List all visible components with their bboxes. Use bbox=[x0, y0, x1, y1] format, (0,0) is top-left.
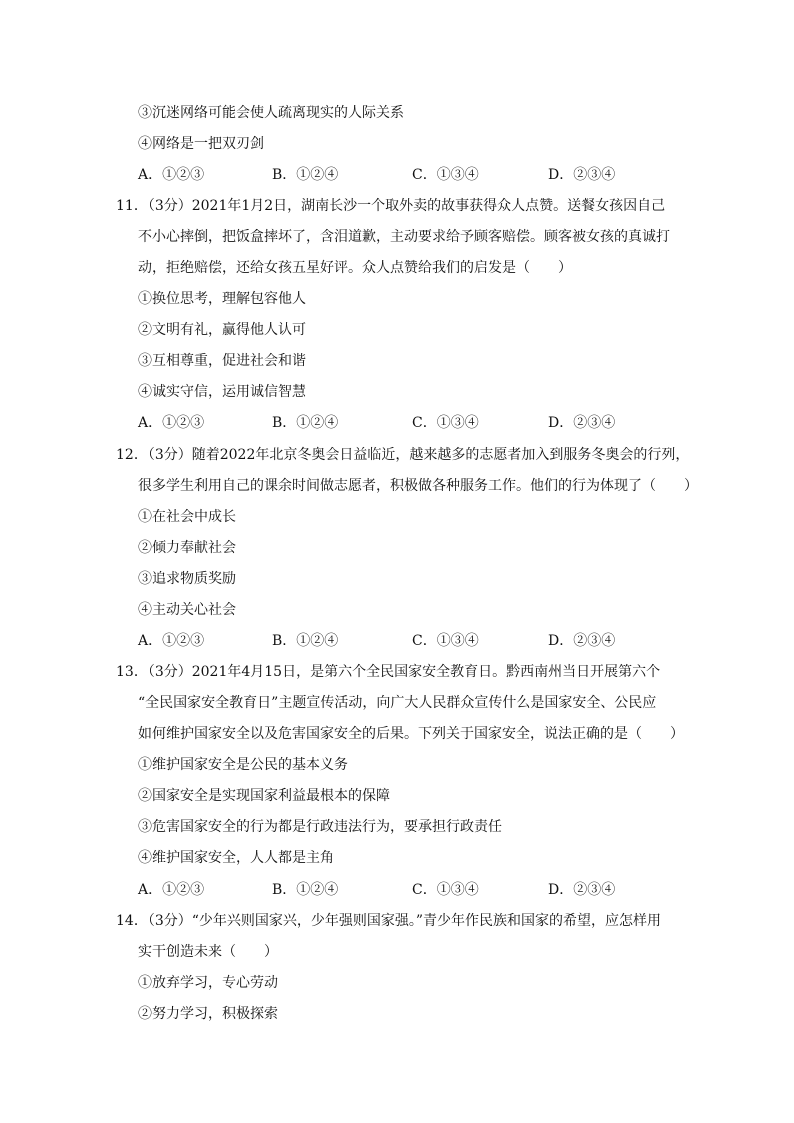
q11-option-1: ①换位思考，理解包容他人 bbox=[138, 291, 306, 307]
q10-choices bbox=[138, 165, 658, 185]
q12-choices bbox=[138, 631, 658, 651]
q14-option-1: ①放弃学习，专心劳动 bbox=[138, 975, 278, 991]
q11-choices bbox=[138, 413, 658, 433]
q13-choice-b: B．①②④ bbox=[272, 882, 339, 898]
q11-stem-line-2: 不小心摔倒，把饭盒摔坏了，含泪道歉，主动要求给予顾客赔偿。顾客被女孩的真诚打 bbox=[138, 229, 670, 245]
q11-option-4: ④诚实守信，运用诚信智慧 bbox=[138, 384, 306, 400]
q13-stem-line-3: 如何维护国家安全以及危害国家安全的后果。下列关于国家安全，说法正确的是（ ） bbox=[138, 726, 684, 742]
q13-stem-line-1: 13．（3分）2021年4月15日，是第六个全民国家安全教育日。黔西南州当日开展第六个 bbox=[116, 664, 661, 680]
q10-choice-c: C．①③④ bbox=[412, 167, 479, 183]
q14-stem-line-2: 实干创造未来（ ） bbox=[138, 944, 278, 960]
q13-option-1: ①维护国家安全是公民的基本义务 bbox=[138, 757, 348, 773]
q10-choice-d: D．②③④ bbox=[548, 167, 616, 183]
q11-stem-line-1: 11．（3分）2021年1月2日，湖南长沙一个取外卖的故事获得众人点赞。送餐女孩因自己 bbox=[116, 198, 666, 214]
q13-choice-d: D．②③④ bbox=[548, 882, 616, 898]
q12-stem-line-1: 12．（3分）随着2022年北京冬奥会日益临近，越来越多的志愿者加入到服务冬奥会的行列， bbox=[116, 447, 690, 463]
q11-option-2: ②文明有礼，赢得他人认可 bbox=[138, 322, 306, 338]
q12-choice-b: B．①②④ bbox=[272, 633, 339, 649]
q10-choice-b: B．①②④ bbox=[272, 167, 339, 183]
q11-option-3: ③互相尊重，促进社会和谐 bbox=[138, 353, 306, 369]
q10-choice-a: A．①②③ bbox=[138, 167, 205, 183]
q14-option-2: ②努力学习，积极探索 bbox=[138, 1006, 278, 1022]
q11-choice-a: A．①②③ bbox=[138, 415, 205, 431]
q11-choice-d: D．②③④ bbox=[548, 415, 616, 431]
q12-option-3: ③追求物质奖励 bbox=[138, 571, 236, 587]
q12-option-1: ①在社会中成长 bbox=[138, 509, 236, 525]
q13-option-2: ②国家安全是实现国家利益最根本的保障 bbox=[138, 788, 390, 804]
q13-choice-a: A．①②③ bbox=[138, 882, 205, 898]
q14-stem-line-1: 14．（3分）“少年兴则国家兴，少年强则国家强。”青少年作民族和国家的希望，应怎样用 bbox=[116, 913, 662, 929]
q13-stem-line-2: “全民国家安全教育日”主题宣传活动，向广大人民群众宣传什么是国家安全、公民应 bbox=[138, 695, 657, 711]
q12-choice-a: A．①②③ bbox=[138, 633, 205, 649]
q12-choice-d: D．②③④ bbox=[548, 633, 616, 649]
q12-stem-line-2: 很多学生利用自己的课余时间做志愿者，积极做各种服务工作。他们的行为体现了（ ） bbox=[138, 478, 698, 494]
q12-option-4: ④主动关心社会 bbox=[138, 602, 236, 618]
q12-choice-c: C．①③④ bbox=[412, 633, 479, 649]
q13-choice-c: C．①③④ bbox=[412, 882, 479, 898]
q13-choices bbox=[138, 880, 658, 900]
q11-choice-b: B．①②④ bbox=[272, 415, 339, 431]
q12-option-2: ②倾力奉献社会 bbox=[138, 540, 236, 556]
q10-option-3: ③沉迷网络可能会使人疏离现实的人际关系 bbox=[138, 105, 404, 121]
q11-stem-line-3: 动，拒绝赔偿，还给女孩五星好评。众人点赞给我们的启发是（ ） bbox=[138, 260, 572, 276]
q13-option-3: ③危害国家安全的行为都是行政违法行为，要承担行政责任 bbox=[138, 819, 502, 835]
q11-choice-c: C．①③④ bbox=[412, 415, 479, 431]
q13-option-4: ④维护国家安全，人人都是主角 bbox=[138, 850, 334, 866]
q10-option-4: ④网络是一把双刃剑 bbox=[138, 136, 264, 152]
